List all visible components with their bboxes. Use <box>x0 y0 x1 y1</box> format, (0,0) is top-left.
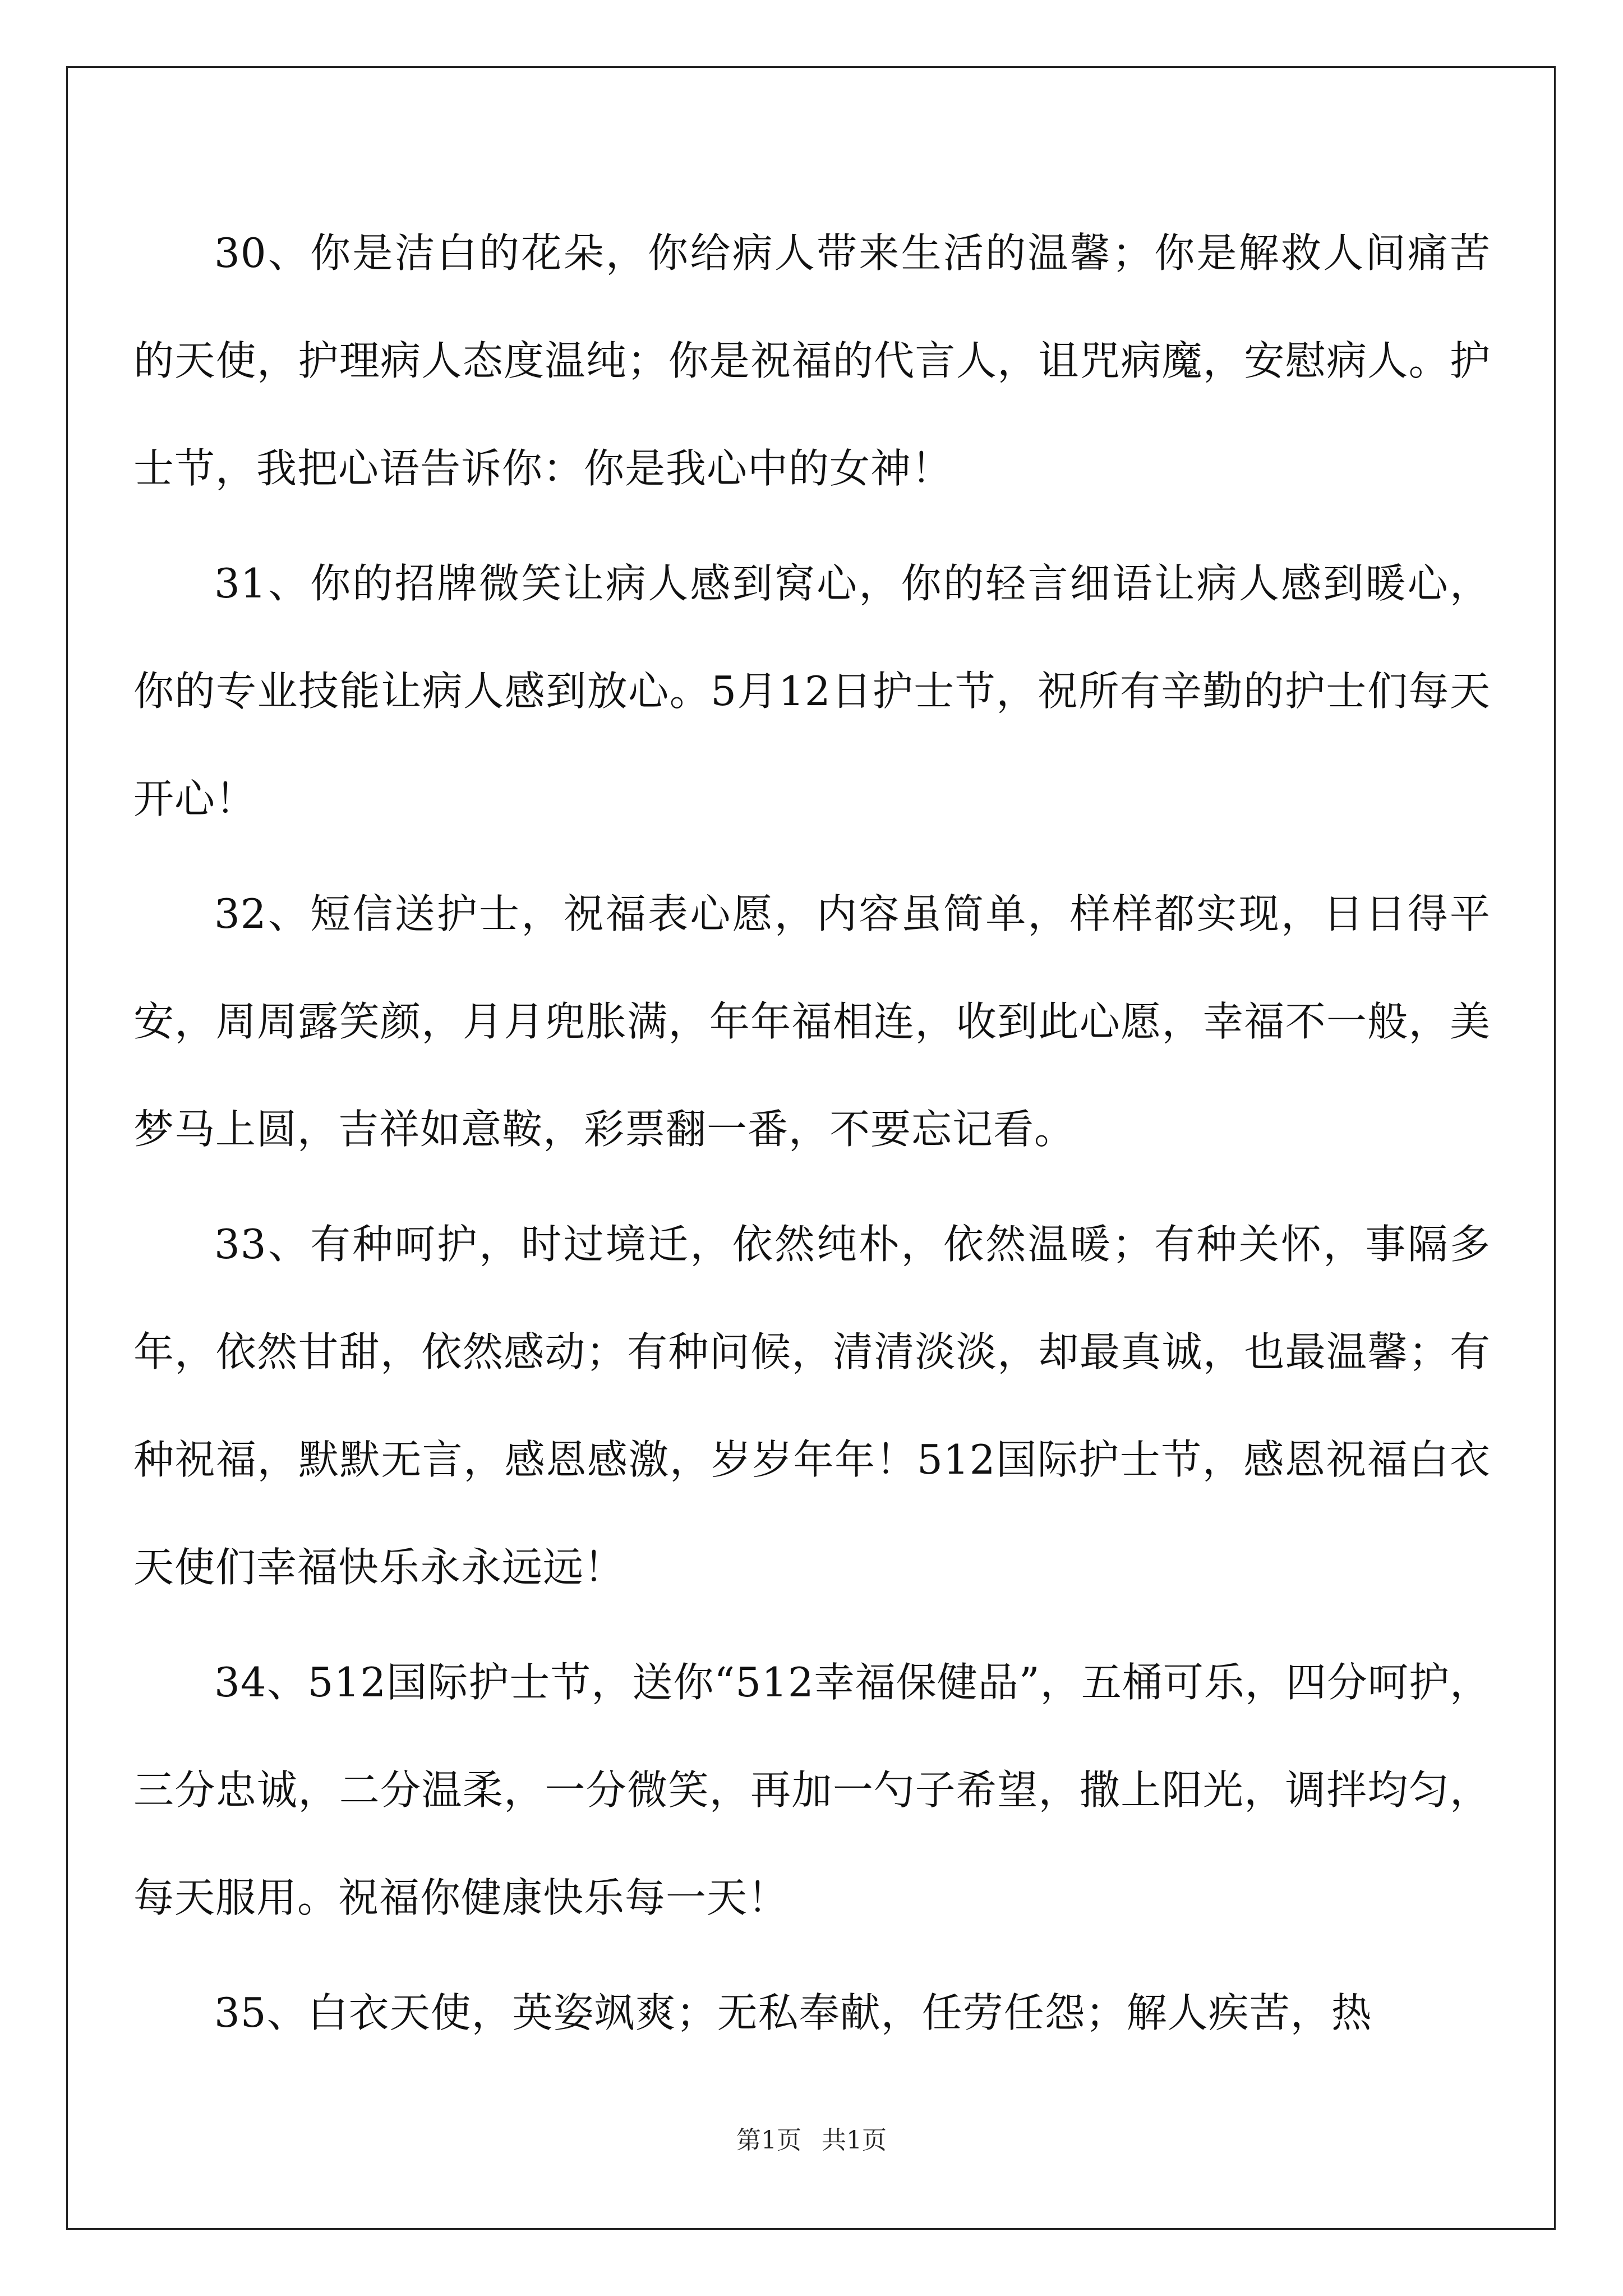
page-number-current: 第1页 <box>736 2126 801 2155</box>
paragraph-32: 32、短信送护士，祝福表心愿，内容虽简单，样样都实现，日日得平安，周周露笑颜，月月兜胀满，年年福相连，收到此心愿，幸福不一般，美梦马上圆，吉祥如意鞍，彩票翻一番，不要忘记看。 <box>133 890 1491 1153</box>
document-body <box>133 199 1491 2074</box>
page-footer <box>0 2125 1623 2156</box>
paragraph-34: 34、512国际护士节，送你“512幸福保健品”，五桶可乐，四分呵护，三分忠诚，二分温柔，一分微笑，再加一勺子希望，撒上阳光，调拌均匀，每天服用。祝福你健康快乐每一天！ <box>133 1659 1491 1921</box>
paragraph-30: 30、你是洁白的花朵，你给病人带来生活的温馨；你是解救人间痛苦的天使，护理病人态度温纯；你是祝福的代言人，诅咒病魔，安慰病人。护士节，我把心语告诉你：你是我心中的女神！ <box>133 229 1491 492</box>
paragraph-31: 31、你的招牌微笑让病人感到窝心，你的轻言细语让病人感到暖心，你的专业技能让病人感到放心。5月12日护士节，祝所有辛勤的护士们每天开心！ <box>133 560 1491 822</box>
page-number-total: 共1页 <box>822 2126 887 2155</box>
paragraph-35: 35、白衣天使，英姿飒爽；无私奉献，任劳任怨；解人疾苦，热 <box>214 1989 1372 2036</box>
paragraph-33: 33、有种呵护，时过境迁，依然纯朴，依然温暖；有种关怀，事隔多年，依然甘甜，依然感动；有种问候，清清淡淡，却最真诚，也最温馨；有种祝福，默默无言，感恩感激，岁岁年年！512国际护士节，感恩祝福白衣天使们幸福快乐永永远远！ <box>133 1221 1491 1591</box>
